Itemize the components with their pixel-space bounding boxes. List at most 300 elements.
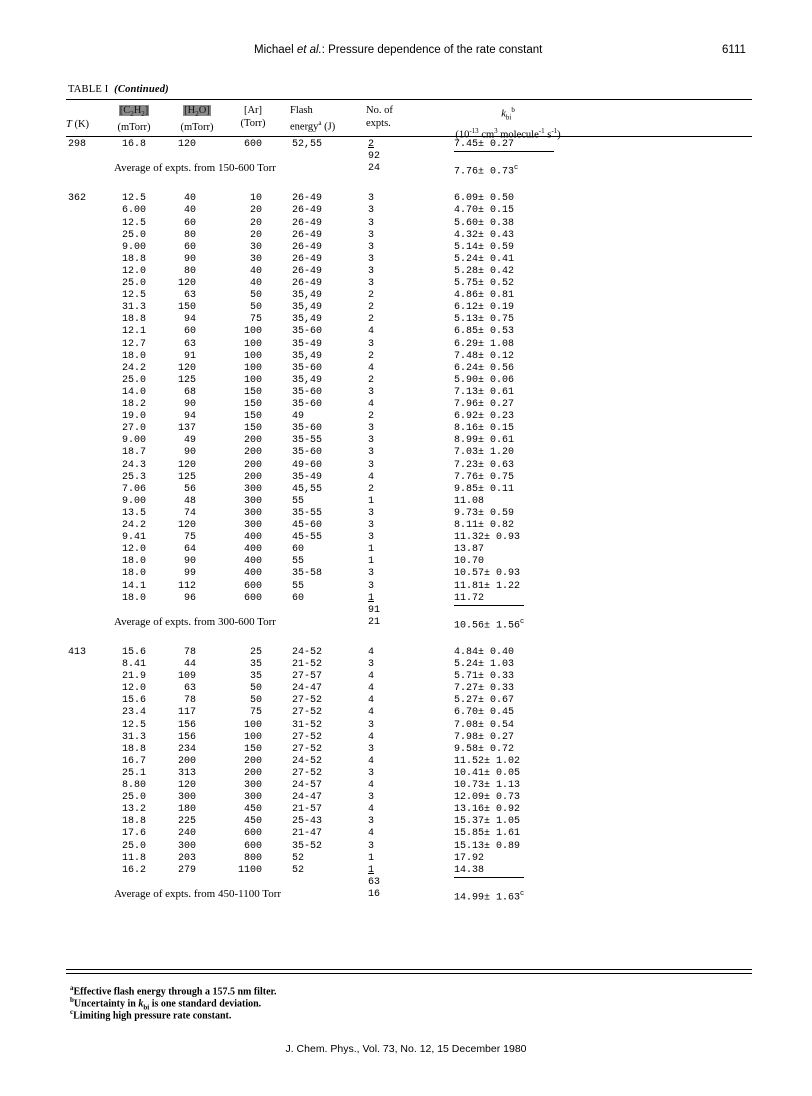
h2o-cell: 49	[183, 435, 196, 447]
flash-energy-cell: 24-47	[292, 683, 323, 695]
c2h2-cell: 14.0	[121, 386, 146, 398]
ar-cell: 35	[249, 659, 262, 670]
rate-constant-cell: 5.71± 0.33	[454, 671, 515, 683]
c2h2-cell: 7.06	[121, 483, 146, 495]
expts-cell: 2	[368, 302, 375, 314]
header-no-of-expts: No. of expts.	[366, 105, 393, 129]
rate-constant-cell: 6.12± 0.19	[454, 302, 515, 314]
expts-cell: 3	[368, 792, 375, 804]
h2o-cell: 78	[183, 646, 196, 658]
rate-constant-cell: 9.85± 0.11	[454, 483, 515, 495]
expts-cell: 4	[368, 683, 375, 695]
flash-energy-cell: 21-57	[292, 804, 323, 816]
flash-energy-cell: 45,55	[292, 483, 323, 495]
rate-constant-cell: 5.60± 0.38	[454, 217, 515, 229]
h2o-cell: 75	[183, 532, 196, 544]
c2h2-cell: 17.6	[121, 828, 146, 840]
rate-constant-cell: 15.37± 1.05	[454, 816, 521, 828]
expts-cell: 2	[368, 411, 375, 423]
h2o-cell: 180	[177, 804, 196, 816]
flash-energy-cell: 35-49	[292, 338, 323, 350]
flash-energy-cell: 35,49	[292, 302, 323, 314]
journal-reference: J. Chem. Phys., Vol. 73, No. 12, 15 December 1980	[285, 1043, 527, 1055]
flash-energy-cell: 52,55	[292, 139, 323, 150]
h2o-cell: 150	[177, 302, 196, 314]
h2o-cell: 112	[177, 580, 196, 592]
expts-cell: 2	[368, 290, 375, 302]
flash-energy-cell: 26-49	[292, 265, 323, 277]
h2o-cell: 56	[183, 483, 196, 495]
c2h2-cell: 21.9	[121, 671, 146, 683]
expts-cell: 3	[368, 338, 375, 350]
rate-constant-cell: 5.90± 0.06	[454, 374, 515, 386]
flash-energy-cell: 55	[292, 495, 305, 507]
expts-cell: 2	[368, 483, 375, 495]
flash-energy-cell: 35,49	[292, 374, 323, 386]
flash-energy-cell: 45-55	[292, 532, 323, 544]
h2o-cell: 120	[177, 278, 196, 289]
expts-cell: 4	[368, 671, 375, 683]
ar-cell: 100	[243, 338, 262, 350]
rate-constant-cell: 6.09± 0.50	[454, 193, 515, 205]
ar-cell: 450	[243, 816, 262, 828]
flash-energy-cell: 26-49	[292, 193, 323, 205]
average-footnote-mark: c	[514, 164, 519, 173]
h2o-cell: 234	[177, 743, 196, 755]
flash-energy-cell: 27-57	[292, 671, 323, 683]
average-rate-constant: 10.56± 1.56$^c$	[454, 617, 525, 632]
header-rate-constant: $k_{bi}^b$ ($10^{-13}$ $cm^3$ molecule$^{-1}$ $s^{-1}$)	[455, 106, 561, 141]
h2o-cell: 90	[183, 556, 196, 568]
expts-cell: 4	[368, 646, 375, 658]
rate-constant-cell: 10.70	[454, 556, 485, 568]
rate-constant-cell: 4.86± 0.81	[454, 290, 515, 302]
ar-cell: 400	[243, 532, 262, 544]
ar-cell: 600	[243, 828, 262, 840]
expts-sum: 63	[368, 876, 381, 888]
rate-constant-cell: 5.24± 0.41	[454, 253, 515, 265]
c2h2-cell: 9.00	[121, 435, 146, 447]
h2o-cell: 117	[177, 707, 196, 719]
ar-cell: 75	[249, 707, 262, 719]
h2o-cell: 300	[177, 792, 196, 804]
h2o-cell: 120	[177, 362, 196, 374]
c2h2-cell: 18.8	[121, 253, 146, 265]
h2o-cell: 68	[183, 386, 196, 398]
ar-cell: 1100	[237, 864, 262, 876]
rate-constant-cell: 6.70± 0.45	[454, 707, 515, 719]
average-expts: 24	[368, 163, 381, 175]
c2h2-cell: 18.0	[121, 568, 146, 580]
rate-constant-cell: 9.58± 0.72	[454, 743, 515, 755]
expts-cell: 4	[368, 326, 375, 338]
average-label: Average of expts. from 150-600 Torr	[114, 162, 276, 175]
c2h2-cell: 13.5	[121, 507, 146, 519]
c2h2-cell: 24.3	[121, 459, 146, 471]
rate-constant-cell: 11.72	[454, 592, 524, 606]
h2o-cell: 125	[177, 374, 196, 386]
average-rate-constant: 7.76± 0.73$^c$	[454, 164, 519, 178]
c2h2-cell: 25.1	[121, 767, 146, 779]
ar-cell: 200	[243, 459, 262, 471]
h2o-cell: 203	[177, 852, 196, 864]
c2h2-cell: 12.5	[121, 217, 146, 229]
ar-cell: 20	[249, 229, 262, 241]
rate-constant-cell: 15.85± 1.61	[454, 828, 521, 840]
h2o-cell: 80	[183, 229, 196, 241]
ar-cell: 25	[249, 646, 262, 658]
expts-cell: 3	[368, 229, 375, 241]
expts-cell: 3	[368, 205, 375, 217]
flash-energy-cell: 21-52	[292, 659, 323, 670]
expts-cell: 1	[368, 592, 375, 604]
ar-cell: 100	[243, 326, 262, 338]
h2o-cell: 109	[177, 671, 196, 683]
rate-constant-cell: 9.73± 0.59	[454, 507, 515, 519]
flash-energy-cell: 60	[292, 544, 305, 556]
c2h2-cell: 12.1	[121, 326, 146, 338]
rate-constant-cell: 7.03± 1.20	[454, 447, 515, 459]
rate-constant-cell: 7.08± 0.54	[454, 719, 515, 731]
expts-cell: 3	[368, 659, 375, 670]
c2h2-cell: 27.0	[121, 423, 146, 435]
rate-constant-cell: 7.76± 0.75	[454, 471, 515, 483]
flash-energy-cell: 45-60	[292, 520, 323, 531]
c2h2-cell: 16.2	[121, 864, 146, 876]
ar-cell: 35	[249, 671, 262, 683]
expts-cell: 1	[368, 864, 375, 876]
h2o-cell: 90	[183, 253, 196, 265]
expts-cell: 3	[368, 193, 375, 205]
c2h2-cell: 8.41	[121, 659, 146, 670]
expts-cell: 3	[368, 423, 375, 435]
c2h2-cell: 12.0	[121, 683, 146, 695]
c2h2-cell: 31.3	[121, 302, 146, 314]
c2h2-cell: 6.00	[121, 205, 146, 217]
rate-constant-cell: 8.16± 0.15	[454, 423, 515, 435]
c2h2-cell: 18.8	[121, 314, 146, 326]
ar-cell: 300	[243, 507, 262, 519]
c2h2-cell: 12.7	[121, 338, 146, 350]
ar-cell: 50	[249, 290, 262, 302]
rate-constant-cell: 7.98± 0.27	[454, 731, 515, 743]
expts-cell: 2	[368, 314, 375, 326]
expts-sum: 92	[368, 151, 381, 163]
expts-cell: 4	[368, 399, 375, 410]
ar-cell: 100	[243, 350, 262, 362]
rate-constant-cell: 4.84± 0.40	[454, 646, 515, 658]
expts-cell: 3	[368, 447, 375, 459]
expts-cell: 2	[368, 139, 375, 150]
rate-constant-cell: 7.13± 0.61	[454, 386, 515, 398]
c2h2-cell: 16.8	[121, 139, 146, 150]
c2h2-cell: 15.6	[121, 695, 146, 707]
expts-cell: 3	[368, 743, 375, 755]
flash-energy-cell: 27-52	[292, 695, 323, 707]
ar-cell: 600	[243, 580, 262, 592]
running-title: Michael et al.: Pressure dependence of the rate constant	[254, 44, 543, 56]
flash-energy-cell: 24-57	[292, 780, 323, 791]
header-temperature: T (K)	[66, 119, 90, 130]
expts-cell: 4	[368, 804, 375, 816]
header-c2h2: $[C_2H_2]$ (mTorr)	[117, 105, 151, 134]
rate-constant-cell: 10.57± 0.93	[454, 568, 521, 580]
ar-cell: 200	[243, 755, 262, 767]
expts-cell: 2	[368, 350, 375, 362]
rate-constant-cell: 13.16± 0.92	[454, 804, 521, 816]
flash-energy-cell: 55	[292, 580, 305, 592]
c2h2-cell: 23.4	[121, 707, 146, 719]
header-h2o: $[H_2O]$ (mTorr)	[180, 105, 214, 134]
expts-cell: 3	[368, 840, 375, 852]
h2o-cell: 120	[177, 459, 196, 471]
h2o-cell: 200	[177, 755, 196, 767]
flash-energy-cell: 35-60	[292, 362, 323, 374]
flash-energy-cell: 35,49	[292, 314, 323, 326]
c2h2-cell: 31.3	[121, 731, 146, 743]
h2o-cell: 96	[183, 592, 196, 604]
flash-energy-cell: 35-60	[292, 386, 323, 398]
h2o-cell: 48	[183, 495, 196, 507]
expts-cell: 3	[368, 253, 375, 265]
flash-energy-cell: 35-55	[292, 507, 323, 519]
average-label: Average of expts. from 300-600 Torr	[114, 615, 276, 628]
expts-cell: 4	[368, 780, 375, 791]
h2o-cell: 94	[183, 411, 196, 423]
c2h2-cell: 11.8	[121, 852, 146, 864]
c2h2-cell: 18.2	[121, 399, 146, 410]
rate-constant-cell: 11.32± 0.93	[454, 532, 521, 544]
average-expts: 21	[368, 616, 381, 628]
rate-constant-cell: 4.70± 0.15	[454, 205, 515, 217]
h2o-cell: 90	[183, 399, 196, 410]
ar-cell: 75	[249, 314, 262, 326]
flash-energy-cell: 26-49	[292, 229, 323, 241]
h2o-cell: 240	[177, 828, 196, 840]
ar-cell: 400	[243, 556, 262, 568]
c2h2-cell: 18.0	[121, 556, 146, 568]
ar-cell: 150	[243, 386, 262, 398]
c2h2-cell: 12.5	[121, 193, 146, 205]
rate-constant-cell: 6.92± 0.23	[454, 411, 515, 423]
flash-energy-cell: 24-52	[292, 646, 323, 658]
expts-cell: 4	[368, 755, 375, 767]
flash-energy-cell: 49-60	[292, 459, 323, 471]
h2o-cell: 120	[177, 780, 196, 791]
c2h2-cell: 15.6	[121, 646, 146, 658]
rate-constant-cell: 7.27± 0.33	[454, 683, 515, 695]
h2o-cell: 40	[183, 193, 196, 205]
header-flash-energy: Flash energy$^a$ (J)	[290, 105, 336, 133]
rate-constant-cell: 13.87	[454, 544, 485, 556]
c2h2-cell: 14.1	[121, 580, 146, 592]
flash-energy-cell: 52	[292, 852, 305, 864]
rate-constant-cell: 17.92	[454, 852, 485, 864]
average-footnote-mark: c	[520, 889, 525, 898]
flash-energy-cell: 24-52	[292, 755, 323, 767]
h2o-cell: 40	[183, 205, 196, 217]
table-title: TABLE I (Continued)	[68, 84, 169, 95]
rate-constant-cell: 10.41± 0.05	[454, 767, 521, 779]
h2o-cell: 99	[183, 568, 196, 580]
flash-energy-cell: 27-52	[292, 743, 323, 755]
c2h2-cell: 25.0	[121, 374, 146, 386]
h2o-cell: 91	[183, 350, 196, 362]
ar-cell: 300	[243, 483, 262, 495]
expts-cell: 3	[368, 520, 375, 531]
ar-cell: 10	[249, 193, 262, 205]
flash-energy-cell: 25-43	[292, 816, 323, 828]
flash-energy-cell: 35,49	[292, 350, 323, 362]
h2o-cell: 120	[177, 139, 196, 150]
rate-constant-cell: 5.28± 0.42	[454, 265, 515, 277]
c2h2-cell: 9.00	[121, 495, 146, 507]
rate-constant-cell: 14.38	[454, 864, 524, 878]
ar-cell: 400	[243, 568, 262, 580]
average-rate-constant: 14.99± 1.63$^c$	[454, 889, 525, 904]
flash-energy-cell: 26-49	[292, 241, 323, 253]
c2h2-cell: 24.2	[121, 520, 146, 531]
c2h2-cell: 18.8	[121, 743, 146, 755]
flash-energy-cell: 21-47	[292, 828, 323, 840]
h2o-cell: 279	[177, 864, 196, 876]
rate-constant-cell: 6.29± 1.08	[454, 338, 515, 350]
h2o-cell: 156	[177, 731, 196, 743]
c2h2-cell: 18.0	[121, 350, 146, 362]
expts-cell: 3	[368, 386, 375, 398]
rate-constant-cell: 12.09± 0.73	[454, 792, 521, 804]
ar-cell: 150	[243, 411, 262, 423]
expts-cell: 4	[368, 695, 375, 707]
c2h2-cell: 8.80	[121, 780, 146, 791]
expts-cell: 4	[368, 362, 375, 374]
rate-constant-cell: 7.45± 0.27	[454, 138, 554, 152]
footnote-c: $^c$Limiting high pressure rate constant.	[70, 1008, 232, 1022]
expts-cell: 3	[368, 580, 375, 592]
rate-constant-cell: 15.13± 0.89	[454, 840, 521, 852]
h2o-cell: 60	[183, 326, 196, 338]
ar-cell: 800	[243, 852, 262, 864]
ar-cell: 100	[243, 719, 262, 731]
ar-cell: 100	[243, 374, 262, 386]
expts-cell: 3	[368, 241, 375, 253]
h2o-cell: 156	[177, 719, 196, 731]
c2h2-cell: 25.3	[121, 471, 146, 483]
h2o-cell: 94	[183, 314, 196, 326]
h2o-cell: 74	[183, 507, 196, 519]
h2o-cell: 60	[183, 241, 196, 253]
flash-energy-cell: 35-58	[292, 568, 323, 580]
rate-constant-cell: 11.08	[454, 495, 485, 507]
ar-cell: 200	[243, 767, 262, 779]
h2o-cell: 78	[183, 695, 196, 707]
ar-cell: 40	[249, 265, 262, 277]
ar-cell: 300	[243, 520, 262, 531]
expts-cell: 3	[368, 719, 375, 731]
flash-energy-cell: 27-52	[292, 707, 323, 719]
h2o-cell: 44	[183, 659, 196, 670]
expts-cell: 1	[368, 556, 375, 568]
rate-constant-cell: 7.23± 0.63	[454, 459, 515, 471]
rate-constant-cell: 5.24± 1.03	[454, 659, 515, 670]
h2o-cell: 63	[183, 338, 196, 350]
rate-constant-cell: 5.75± 0.52	[454, 278, 515, 289]
expts-cell: 3	[368, 265, 375, 277]
flash-energy-cell: 26-49	[292, 278, 323, 289]
ar-cell: 600	[243, 840, 262, 852]
c2h2-cell: 25.0	[121, 229, 146, 241]
c2h2-cell: 9.00	[121, 241, 146, 253]
rate-constant-cell: 6.24± 0.56	[454, 362, 515, 374]
table-bottom-rule-1	[66, 969, 752, 970]
ar-cell: 150	[243, 423, 262, 435]
ar-cell: 600	[243, 592, 262, 604]
rate-constant-cell: 5.14± 0.59	[454, 241, 515, 253]
flash-energy-cell: 26-49	[292, 217, 323, 229]
flash-energy-cell: 35-60	[292, 447, 323, 459]
expts-cell: 1	[368, 495, 375, 507]
ar-cell: 450	[243, 804, 262, 816]
rate-constant-cell: 11.81± 1.22	[454, 580, 521, 592]
expts-cell: 3	[368, 532, 375, 544]
c2h2-cell: 18.7	[121, 447, 146, 459]
ar-cell: 600	[243, 139, 262, 150]
h2o-cell: 60	[183, 217, 196, 229]
c2h2-cell: 12.0	[121, 265, 146, 277]
c2h2-cell: 25.0	[121, 278, 146, 289]
temperature-cell: 413	[68, 646, 87, 658]
h2o-cell: 125	[177, 471, 196, 483]
expts-sum: 91	[368, 604, 381, 616]
ar-cell: 20	[249, 217, 262, 229]
c2h2-cell: 18.8	[121, 816, 146, 828]
rate-constant-cell: 6.85± 0.53	[454, 326, 515, 338]
flash-energy-cell: 35-49	[292, 471, 323, 483]
flash-energy-cell: 35-52	[292, 840, 323, 852]
footnote-a: $^a$Effective flash energy through a 157.5 nm filter.	[70, 984, 277, 998]
h2o-cell: 63	[183, 683, 196, 695]
ar-cell: 40	[249, 278, 262, 289]
rate-constant-cell: 8.99± 0.61	[454, 435, 515, 447]
flash-energy-cell: 35-55	[292, 435, 323, 447]
expts-cell: 3	[368, 507, 375, 519]
expts-cell: 3	[368, 767, 375, 779]
flash-energy-cell: 49	[292, 411, 305, 423]
ar-cell: 300	[243, 780, 262, 791]
ar-cell: 200	[243, 447, 262, 459]
rate-constant-cell: 8.11± 0.82	[454, 520, 515, 531]
c2h2-cell: 9.41	[121, 532, 146, 544]
rate-constant-cell: 4.32± 0.43	[454, 229, 515, 241]
flash-energy-cell: 35-60	[292, 399, 323, 410]
c2h2-cell: 18.0	[121, 592, 146, 604]
average-expts: 16	[368, 888, 381, 900]
rate-constant-cell: 7.96± 0.27	[454, 399, 515, 410]
ar-cell: 100	[243, 362, 262, 374]
flash-energy-cell: 24-47	[292, 792, 323, 804]
flash-energy-cell: 52	[292, 864, 305, 876]
h2o-cell: 313	[177, 767, 196, 779]
c2h2-cell: 25.0	[121, 792, 146, 804]
c2h2-cell: 25.0	[121, 840, 146, 852]
expts-cell: 3	[368, 816, 375, 828]
temperature-cell: 298	[68, 139, 87, 150]
flash-energy-cell: 35-60	[292, 326, 323, 338]
ar-cell: 20	[249, 205, 262, 217]
rate-constant-cell: 5.13± 0.75	[454, 314, 515, 326]
h2o-cell: 225	[177, 816, 196, 828]
flash-energy-cell: 55	[292, 556, 305, 568]
